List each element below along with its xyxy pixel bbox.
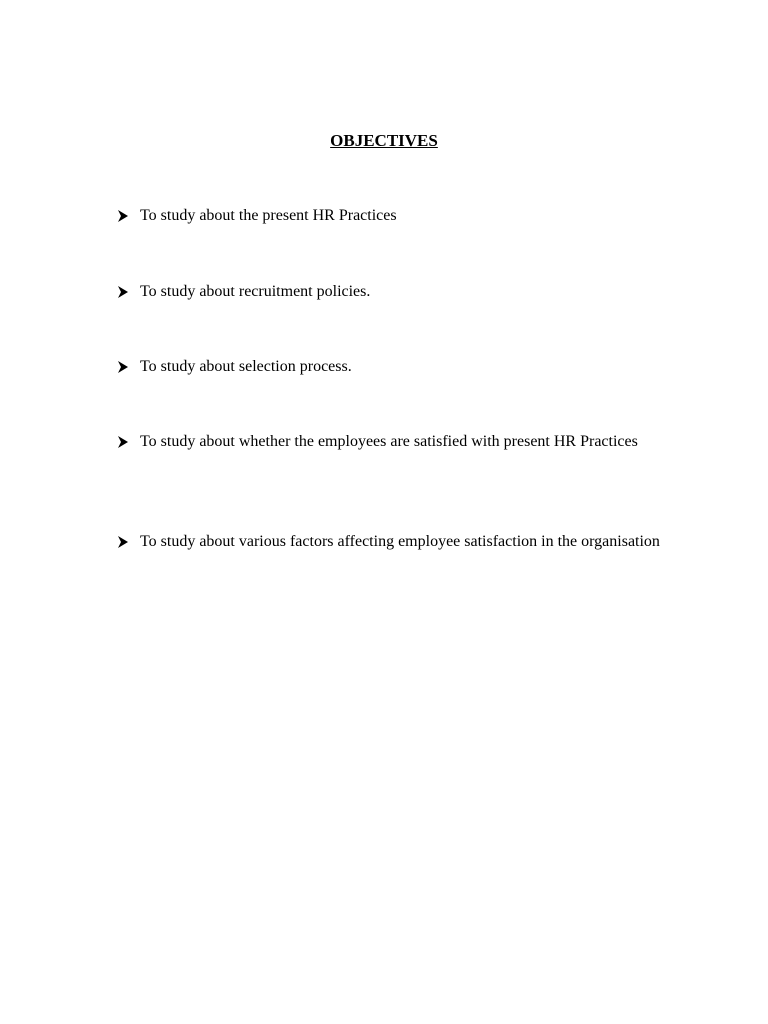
objective-text: To study about various factors affecting employee satisfaction in the organisation	[140, 533, 660, 550]
objective-item	[116, 430, 676, 454]
page-title: OBJECTIVES	[330, 131, 438, 150]
objective-text: To study about whether the employees are satisfied with present HR Practices	[140, 433, 638, 450]
objective-item	[116, 530, 676, 554]
objective-text: To study about recruitment policies.	[140, 283, 371, 300]
arrowhead-bullet-icon	[116, 355, 132, 379]
arrowhead-bullet-icon	[116, 530, 132, 554]
arrowhead-bullet-icon	[116, 204, 132, 228]
arrowhead-bullet-icon	[116, 280, 132, 304]
objective-item	[116, 280, 676, 304]
objective-text: To study about selection process.	[140, 358, 352, 375]
objective-item	[116, 355, 676, 379]
objective-text: To study about the present HR Practices	[140, 207, 397, 224]
arrowhead-bullet-icon	[116, 430, 132, 454]
objective-item	[116, 204, 676, 228]
